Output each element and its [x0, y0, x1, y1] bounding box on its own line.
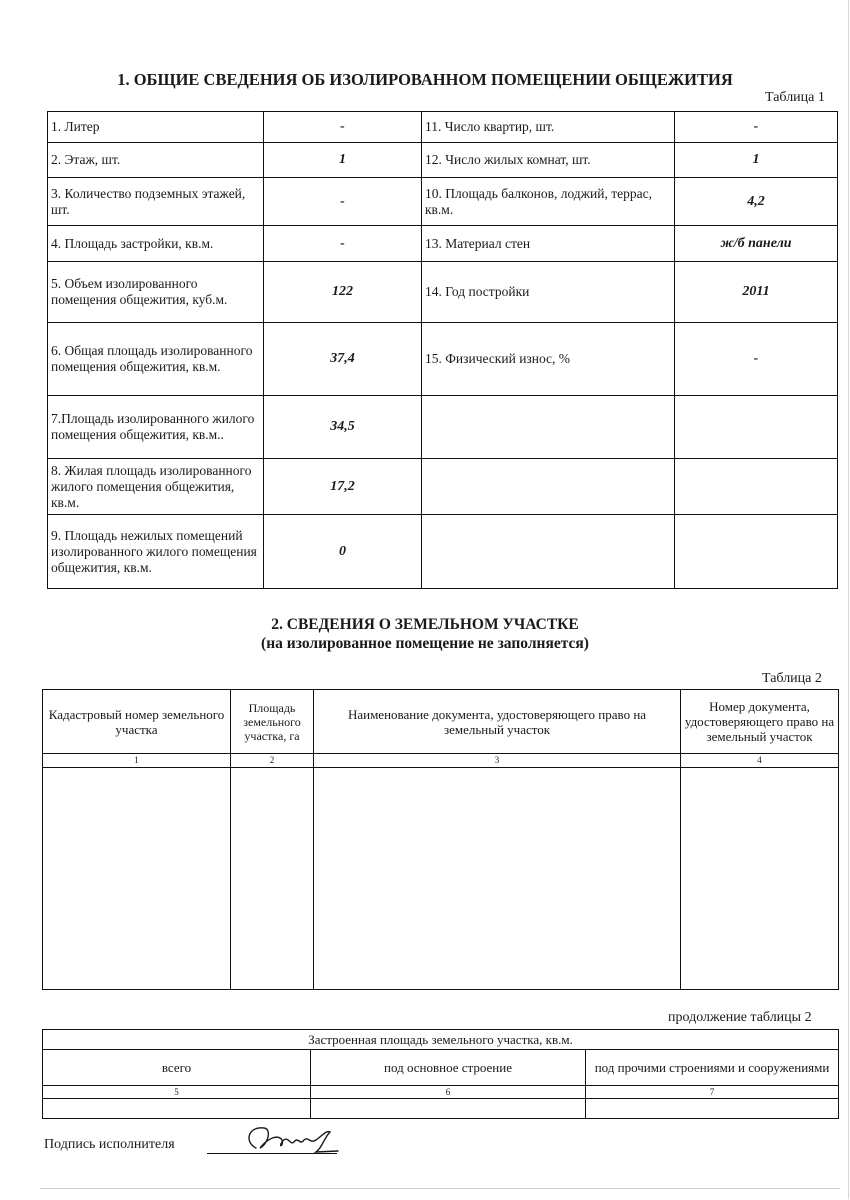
table2-cont-empty-row	[43, 1099, 839, 1119]
table1-right-value: 2011	[675, 262, 838, 323]
table1-right-value	[675, 459, 838, 515]
table1-left-label: 8. Жилая площадь изолированного жилого помещения общежития, кв.м.	[48, 459, 264, 515]
table2-cell	[231, 768, 314, 990]
table1-left-label: 3. Количество подземных этажей, шт.	[48, 178, 264, 226]
table2-cont-subheader-row	[43, 1050, 839, 1086]
table1-row	[48, 178, 838, 226]
table1-right-label: 13. Материал стен	[422, 226, 675, 262]
table2-col-number: 1	[43, 754, 231, 768]
table2-cont-col-number: 5	[43, 1086, 311, 1099]
table1-left-value: 1	[264, 143, 422, 178]
table1-row	[48, 459, 838, 515]
table2-cont-col-number: 6	[311, 1086, 586, 1099]
table1-right-value: 4,2	[675, 178, 838, 226]
table1-right-label: 14. Год постройки	[422, 262, 675, 323]
table2-col-number: 2	[231, 754, 314, 768]
table1-left-value: -	[264, 226, 422, 262]
table2-cont-cell	[311, 1099, 586, 1119]
table2-cont-subheader-other: под прочими строениями и сооружениями	[586, 1050, 839, 1086]
table1-left-value: -	[264, 178, 422, 226]
table1-left-value: 37,4	[264, 323, 422, 396]
table1-right-label: 15. Физический износ, %	[422, 323, 675, 396]
table1-right-label: 10. Площадь балконов, лоджий, террас, кв.м.	[422, 178, 675, 226]
continuation-label: продолжение таблицы 2	[668, 1010, 812, 1025]
table1-label: Таблица 1	[765, 90, 825, 105]
table2-header-area: Площадь земельного участка, га	[231, 690, 314, 754]
table2-header-row	[43, 690, 839, 754]
table1-row	[48, 112, 838, 143]
table1-left-value: 17,2	[264, 459, 422, 515]
section2-subtitle: (на изолированное помещение не заполняется)	[261, 635, 589, 652]
table1-left-value: 34,5	[264, 396, 422, 459]
table1-right-label	[422, 396, 675, 459]
table2-col-number: 4	[681, 754, 839, 768]
table2-cont-cell	[586, 1099, 839, 1119]
section1-title: 1. ОБЩИЕ СВЕДЕНИЯ ОБ ИЗОЛИРОВАННОМ ПОМЕЩЕНИИ ОБЩЕЖИТИЯ	[117, 70, 733, 89]
handwritten-signature	[238, 1118, 348, 1163]
table2-continuation	[42, 1029, 839, 1119]
table2-cont-subheader-total: всего	[43, 1050, 311, 1086]
table1-left-value: 0	[264, 515, 422, 589]
table1-left-label: 6. Общая площадь изолированного помещения общежития, кв.м.	[48, 323, 264, 396]
table2-cont-cell	[43, 1099, 311, 1119]
table1-right-value	[675, 515, 838, 589]
table1-left-label: 7.Площадь изолированного жилого помещения общежития, кв.м..	[48, 396, 264, 459]
table1-left-label: 4. Площадь застройки, кв.м.	[48, 226, 264, 262]
table2-cell	[681, 768, 839, 990]
table2-label: Таблица 2	[762, 671, 822, 686]
table2-cell	[43, 768, 231, 990]
table2-land-plot	[42, 689, 839, 990]
table1-row	[48, 143, 838, 178]
table1-row	[48, 323, 838, 396]
table1-right-label	[422, 515, 675, 589]
table1-right-value: 1	[675, 143, 838, 178]
table2-header-cadastral: Кадастровый номер земельного участка	[43, 690, 231, 754]
table1-right-label: 11. Число квартир, шт.	[422, 112, 675, 143]
table2-number-row	[43, 754, 839, 768]
table1-right-value: -	[675, 323, 838, 396]
signature-label: Подпись исполнителя	[44, 1137, 175, 1152]
table1-left-value: 122	[264, 262, 422, 323]
table1-right-label	[422, 459, 675, 515]
table1-general-info	[47, 111, 838, 589]
table2-header-doc-number: Номер документа, удостоверяющего право на земельный участок	[681, 690, 839, 754]
table2-cell	[314, 768, 681, 990]
table1-right-value: -	[675, 112, 838, 143]
table1-row	[48, 262, 838, 323]
section2-title-block	[0, 615, 850, 653]
table1-row	[48, 396, 838, 459]
table1-right-label: 12. Число жилых комнат, шт.	[422, 143, 675, 178]
table1-row	[48, 226, 838, 262]
table2-cont-number-row	[43, 1086, 839, 1099]
table2-cont-header-row	[43, 1030, 839, 1050]
table1-row	[48, 515, 838, 589]
table1-left-value: -	[264, 112, 422, 143]
table1-left-label: 9. Площадь нежилых помещений изолированного жилого помещения общежития, кв.м.	[48, 515, 264, 589]
table1-left-label: 2. Этаж, шт.	[48, 143, 264, 178]
table1-left-label: 1. Литер	[48, 112, 264, 143]
table1-right-value	[675, 396, 838, 459]
table2-cont-col-number: 7	[586, 1086, 839, 1099]
table1-left-label: 5. Объем изолированного помещения общежития, куб.м.	[48, 262, 264, 323]
section2-title: 2. СВЕДЕНИЯ О ЗЕМЕЛЬНОМ УЧАСТКЕ	[271, 616, 579, 633]
table2-col-number: 3	[314, 754, 681, 768]
table2-cont-header: Застроенная площадь земельного участка, кв.м.	[43, 1030, 839, 1050]
table1-right-value: ж/б панели	[675, 226, 838, 262]
page-bottom-line	[40, 1188, 840, 1189]
table2-cont-subheader-main: под основное строение	[311, 1050, 586, 1086]
table2-empty-row	[43, 768, 839, 990]
table2-header-doc-name: Наименование документа, удостоверяющего право на земельный участок	[314, 690, 681, 754]
